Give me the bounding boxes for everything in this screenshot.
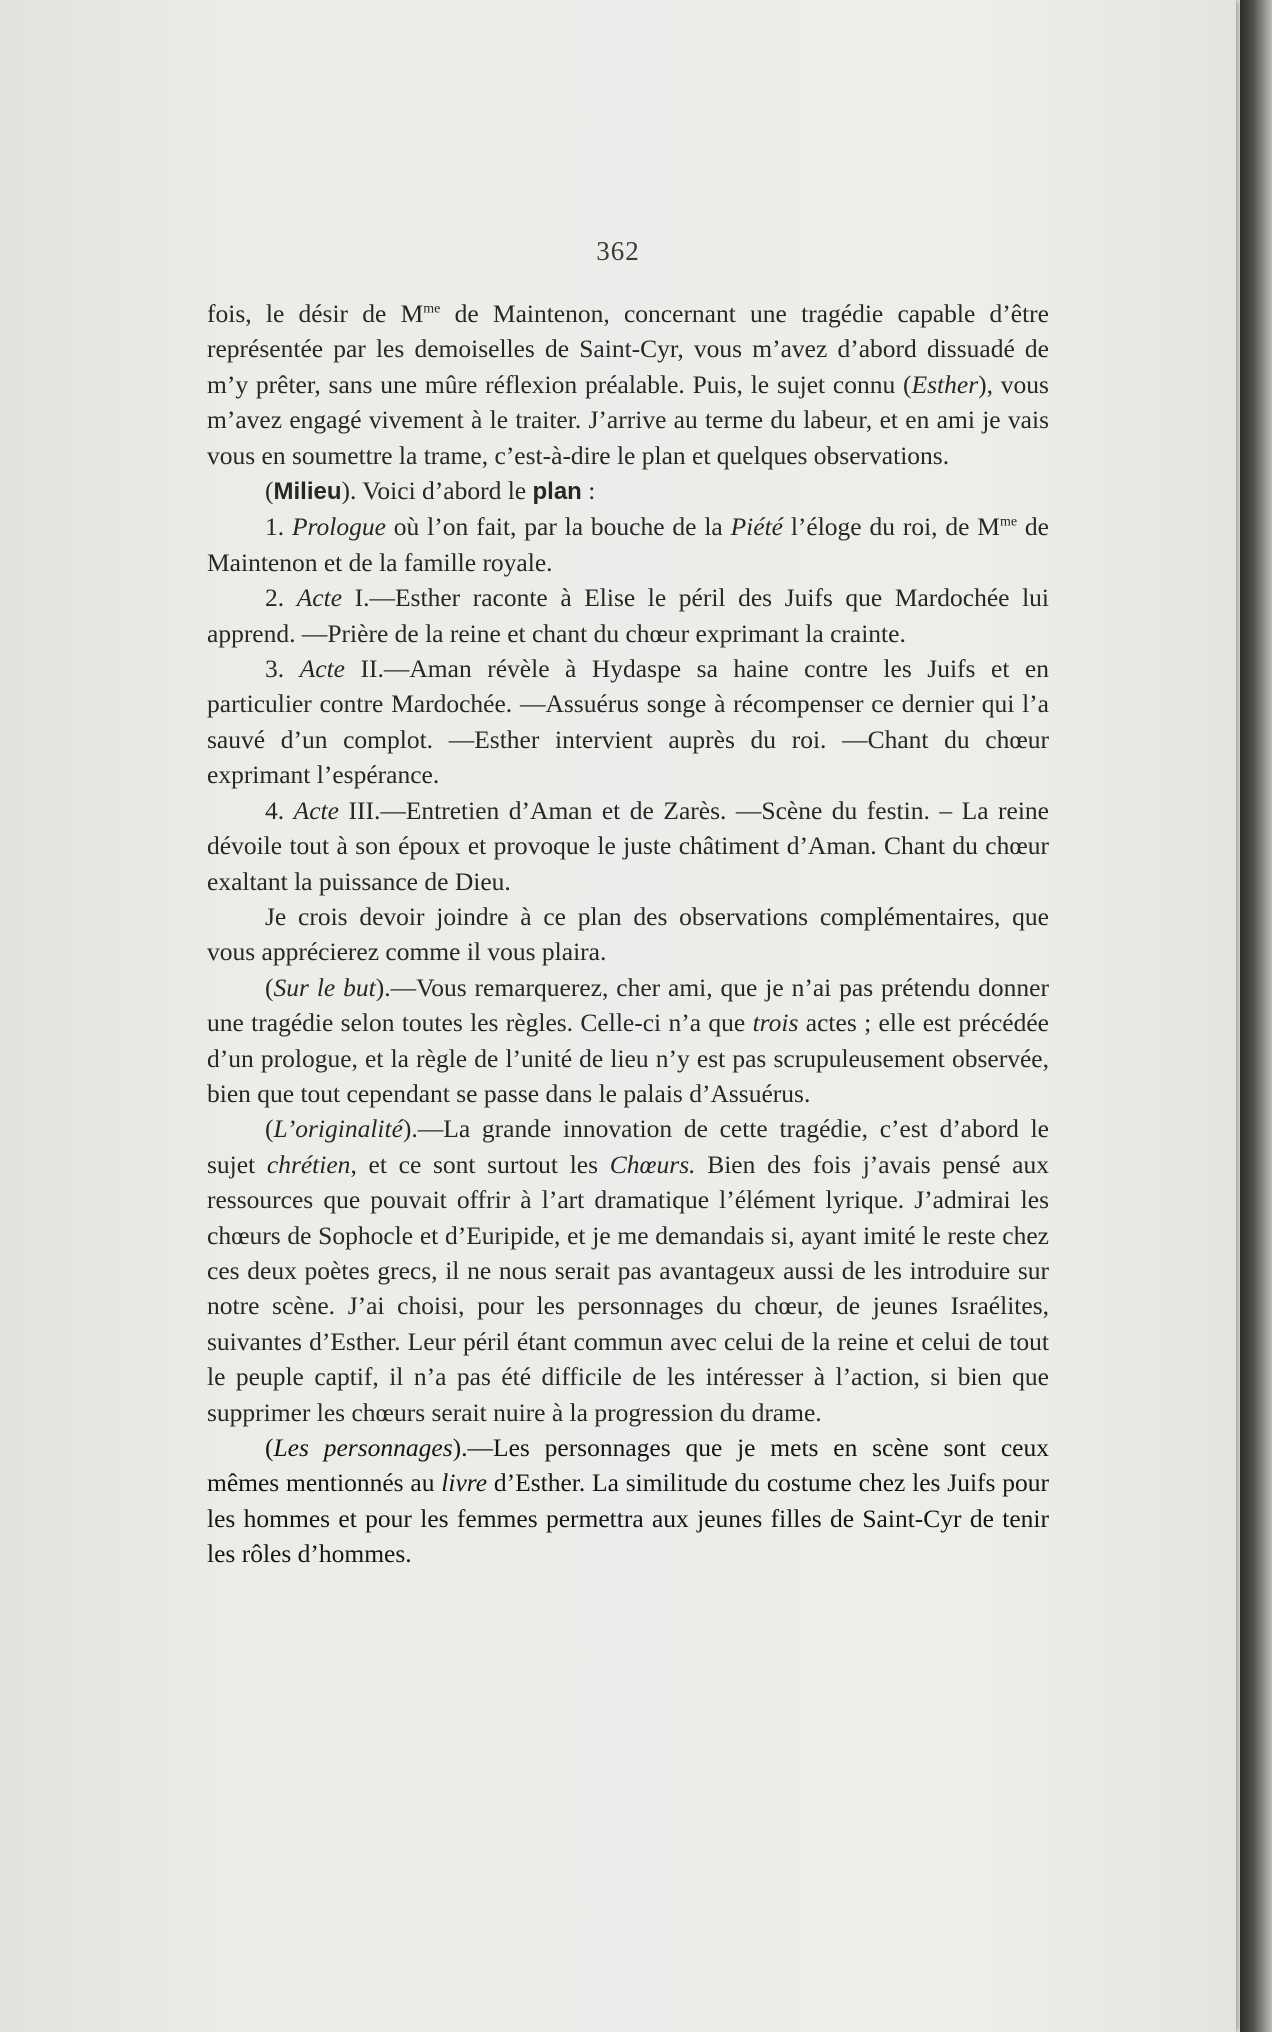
paragraph-milieu: (Milieu). Voici d’abord le plan : bbox=[265, 476, 596, 506]
paragraph-personnages: (Les personnages).—Les personnages que je mets en scène sont ceux mêmes mentionnés au livre d’Esther. La similitude du costume chez les Juifs pour les hommes et pour les femmes permettra aux jeunes filles de Saint-Cyr de tenir les rôles d’hommes. bbox=[207, 1433, 1049, 1569]
page-edge-gutter bbox=[1240, 0, 1272, 2032]
paragraph-observations: Je crois devoir joindre à ce plan des observations complémentaires, que vous apprécierez comme il vous plaira. bbox=[207, 901, 1049, 967]
plan-item-prologue: 1. Prologue où l’on fait, par la bouche de la Piété l’éloge du roi, de $M^{me}$ de Maintenon et de la famille royale. bbox=[207, 512, 1049, 577]
plan-item-acte-1: 2. Acte I.—Esther raconte à Elise le péril des Juifs que Mardochée lui apprend. —Prière de la reine et chant du chœur exprimant la crainte. bbox=[207, 583, 1050, 648]
paragraph-opening: fois, le désir de $M^{me}$ de Maintenon, concernant une tragédie capable d’être représentée par les demoiselles de Saint-Cyr, vous m’avez d’abord dissuadé de m’y prêter, sans une mûre réflexion préalable. Puis, le sujet connu (Esther), vous m’avez engagé vivement à le traiter. J’arrive au terme du labeur, et en ami je vais vous en soumettre la trame, c’est-à-dire le plan et quelques observations. bbox=[207, 299, 1049, 470]
plan-item-acte-2: 3. Acte II.—Aman révèle à Hydaspe sa haine contre les Juifs et en particulier contre Mardochée. —Assuérus songe à récompenser ce dernier qui l’a sauvé d’un complot. —Esther intervient auprès du roi. —Chant du chœur exprimant l’espérance. bbox=[207, 654, 1050, 790]
page-body bbox=[207, 296, 1049, 1572]
paragraph-originalite: (L’originalité).—La grande innovation de cette tragédie, c’est d’abord le sujet chrétien, et ce sont surtout les Chœurs. Bien des fois j’avais pensé aux ressources que pouvait offrir à l’art dramatique l’élément lyrique. J’admirai les chœurs de Sophocle et d’Euripide, et je me demandais si, ayant imité le reste chez ces deux poètes grecs, il ne nous serait pas avantageux aussi de les introduire sur notre scène. J’ai choisi, pour les personnages du chœur, de jeunes Israélites, suivantes d’Esther. Leur péril étant commun avec celui de la reine et celui de tout le peuple captif, il n’a pas été difficile de les intéresser à l’action, si bien que supprimer les chœurs serait nuire à la progression du drame. bbox=[207, 1114, 1049, 1427]
paragraph-sur-le-but: (Sur le but).—Vous remarquerez, cher ami, que je n’ai pas prétendu donner une tragédie selon toutes les règles. Celle-ci n’a que trois actes ; elle est précédée d’un prologue, et la règle de l’unité de lieu n’y est pas scrupuleusement observée, bien que tout cependant se passe dans le palais d’Assuérus. bbox=[207, 972, 1049, 1108]
page-number: 362 bbox=[596, 236, 640, 266]
plan-item-acte-3: 4. Acte III.—Entretien d’Aman et de Zarès. —Scène du festin. – La reine dévoile tout à son époux et provoque le juste châtiment d’Aman. Chant du chœur exaltant la puissance de Dieu. bbox=[207, 795, 1049, 896]
